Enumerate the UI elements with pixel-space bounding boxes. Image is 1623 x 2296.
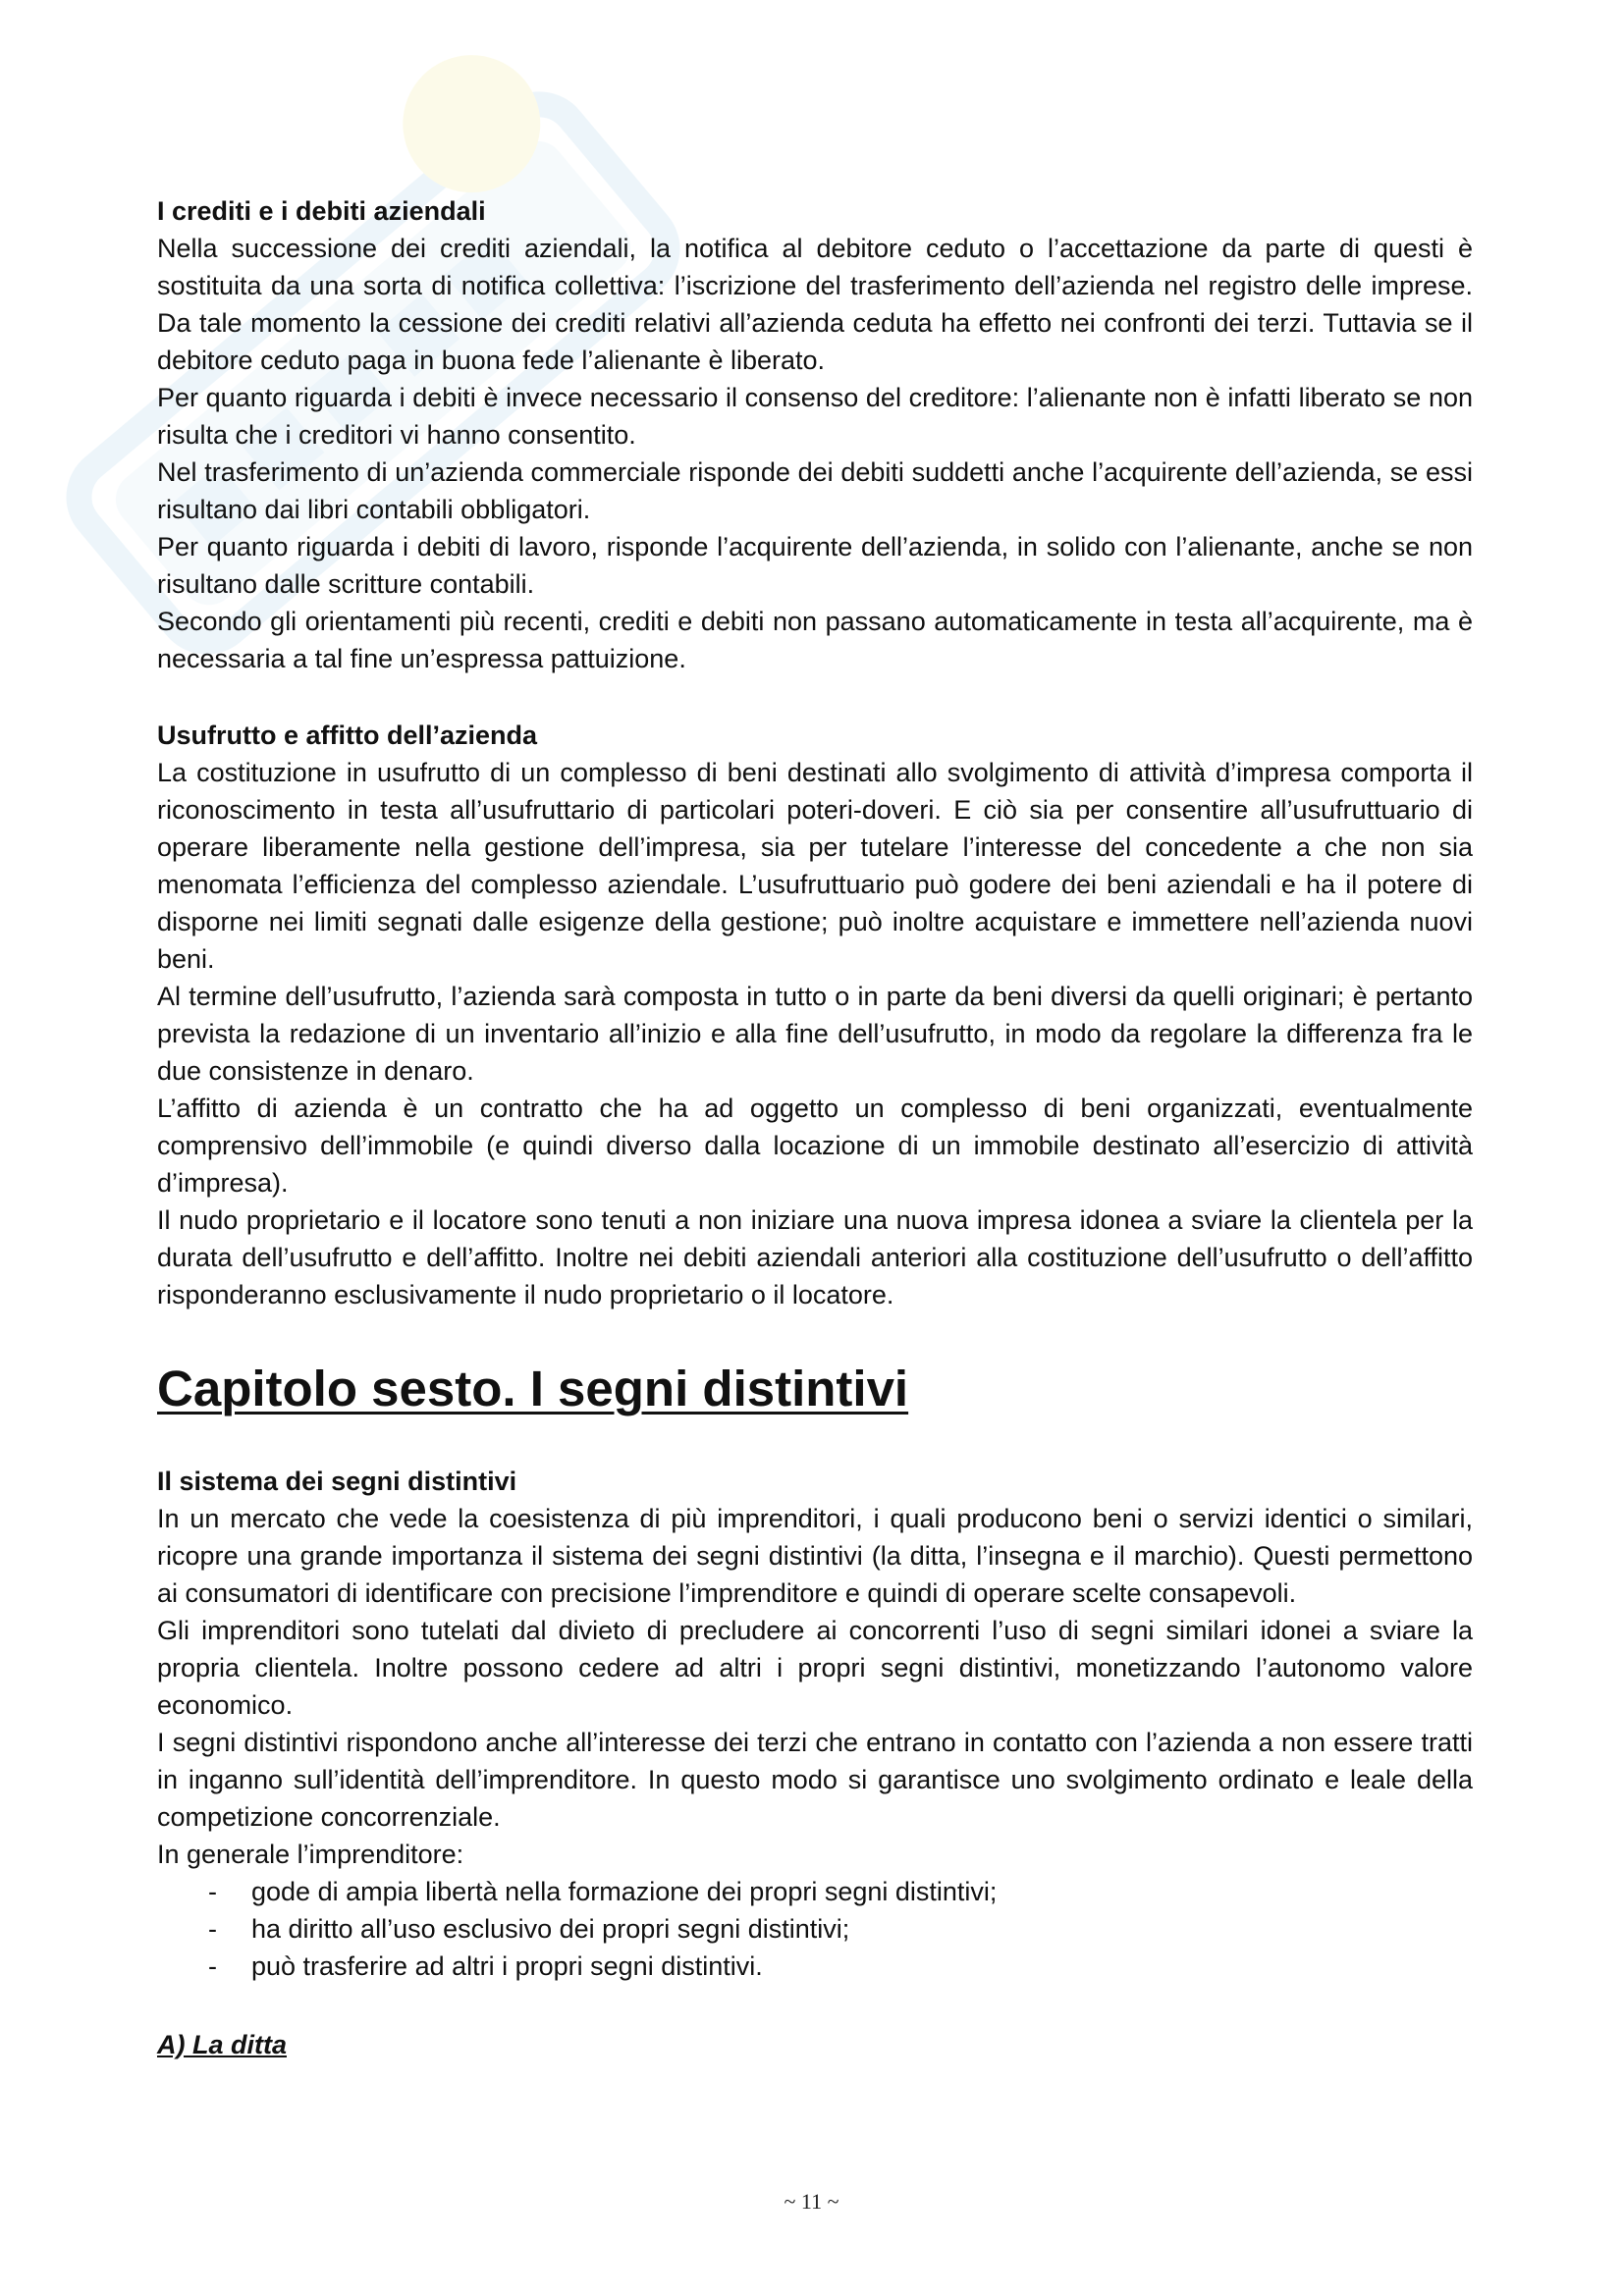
list-item-text: gode di ampia libertà nella formazione dei propri segni distintivi;: [251, 1877, 998, 1906]
paragraph: Gli imprenditori sono tutelati dal divieto di precludere ai concorrenti l’uso di segni similari idonei a sviare la propria clientela. Inoltre possono cedere ad altri i propri segni distintivi, monetizzando l’autonomo valore economico.: [157, 1616, 1473, 1720]
paragraph: In un mercato che vede la coesistenza di più imprenditori, i quali producono beni o servizi identici o similari, ricopre una grande importanza il sistema dei segni distintivi (la ditta, l’insegna e il marchio). Questi permettono ai consumatori di identificare con precisione l’imprenditore e quindi di operare scelte consapevoli.: [157, 1504, 1473, 1608]
list-dash: -: [208, 1951, 217, 1981]
list-item: [157, 1873, 1473, 1910]
paragraph: In generale l’imprenditore:: [157, 1840, 464, 1869]
paragraph: Nella successione dei crediti aziendali, la notifica al debitore ceduto o l’accettazione da parte di questi è sostituita da una sorta di notifica collettiva: l’iscrizione del trasferimento dell’azienda nel registro delle imprese. Da tale momento la cessione dei crediti relativi all’azienda ceduta ha effetto nei confronti dei terzi. Tuttavia se il debitore ceduto paga in buona fede l’alienante è liberato.: [157, 234, 1473, 375]
list-item: [157, 1910, 1473, 1948]
page-content: [157, 192, 1473, 2063]
subsection-heading-ditta: A) La ditta: [157, 2030, 287, 2059]
paragraph: Al termine dell’usufrutto, l’azienda sarà composta in tutto o in parte da beni diversi da quelli originari; è pertanto prevista la redazione di un inventario all’inizio e alla fine dell’usufrutto, in modo da regolare la differenza fra le due consistenze in denaro.: [157, 982, 1473, 1086]
bullet-list: [157, 1873, 1473, 1985]
paragraph: Nel trasferimento di un’azienda commerciale risponde dei debiti suddetti anche l’acquirente dell’azienda, se essi risultano dai libri contabili obbligatori.: [157, 457, 1473, 524]
list-item-text: ha diritto all’uso esclusivo dei propri segni distintivi;: [251, 1914, 850, 1944]
paragraph: Per quanto riguarda i debiti è invece necessario il consenso del creditore: l’alienante non è infatti liberato se non risulta che i creditori vi hanno consentito.: [157, 383, 1473, 450]
list-item: [157, 1948, 1473, 1985]
paragraph: La costituzione in usufrutto di un complesso di beni destinati allo svolgimento di attività d’impresa comporta il riconoscimento in testa all’usufruttario di particolari poteri-doveri. E ciò sia per consentire all’usufruttuario di operare liberamente nella gestione dell’impresa, sia per tutelare l’interesse del concedente a che non sia menomata l’efficienza del complesso aziendale. L’usufruttuario può godere dei beni aziendali e ha il potere di disporne nei limiti segnati dalle esigenze della gestione; può inoltre acquistare e immettere nell’azienda nuovi beni.: [157, 758, 1473, 974]
chapter-title: Capitolo sesto. I segni distintivi: [157, 1361, 909, 1416]
list-dash: -: [208, 1877, 217, 1906]
section-heading-usufrutto-affitto: Usufrutto e affitto dell’azienda: [157, 721, 538, 750]
list-dash: -: [208, 1914, 217, 1944]
paragraph: Il nudo proprietario e il locatore sono tenuti a non iniziare una nuova impresa idonea a sviare la clientela per la durata dell’usufrutto e dell’affitto. Inoltre nei debiti aziendali anteriori alla costituzione dell’usufrutto o dell’affitto risponderanno esclusivamente il nudo proprietario o il locatore.: [157, 1205, 1473, 1309]
paragraph: Per quanto riguarda i debiti di lavoro, risponde l’acquirente dell’azienda, in solido con l’alienante, anche se non risultano dalle scritture contabili.: [157, 532, 1473, 599]
section-heading-sistema-segni: Il sistema dei segni distintivi: [157, 1467, 517, 1496]
section-heading-crediti-debiti: I crediti e i debiti aziendali: [157, 196, 486, 226]
page-number: ~ 11 ~: [784, 2189, 839, 2214]
paragraph: Secondo gli orientamenti più recenti, crediti e debiti non passano automaticamente in testa all’acquirente, ma è necessaria a tal fine un’espressa pattuizione.: [157, 607, 1473, 673]
list-item-text: può trasferire ad altri i propri segni distintivi.: [251, 1951, 763, 1981]
paragraph: I segni distintivi rispondono anche all’interesse dei terzi che entrano in contatto con l’azienda a non essere tratti in inganno sull’identità dell’imprenditore. In questo modo si garantisce uno svolgimento ordinato e leale della competizione concorrenziale.: [157, 1728, 1473, 1832]
paragraph: L’affitto di azienda è un contratto che ha ad oggetto un complesso di beni organizzati, eventualmente comprensivo dell’immobile (e quindi diverso dalla locazione di un immobile destinato all’esercizio di attività d’impresa).: [157, 1094, 1473, 1198]
